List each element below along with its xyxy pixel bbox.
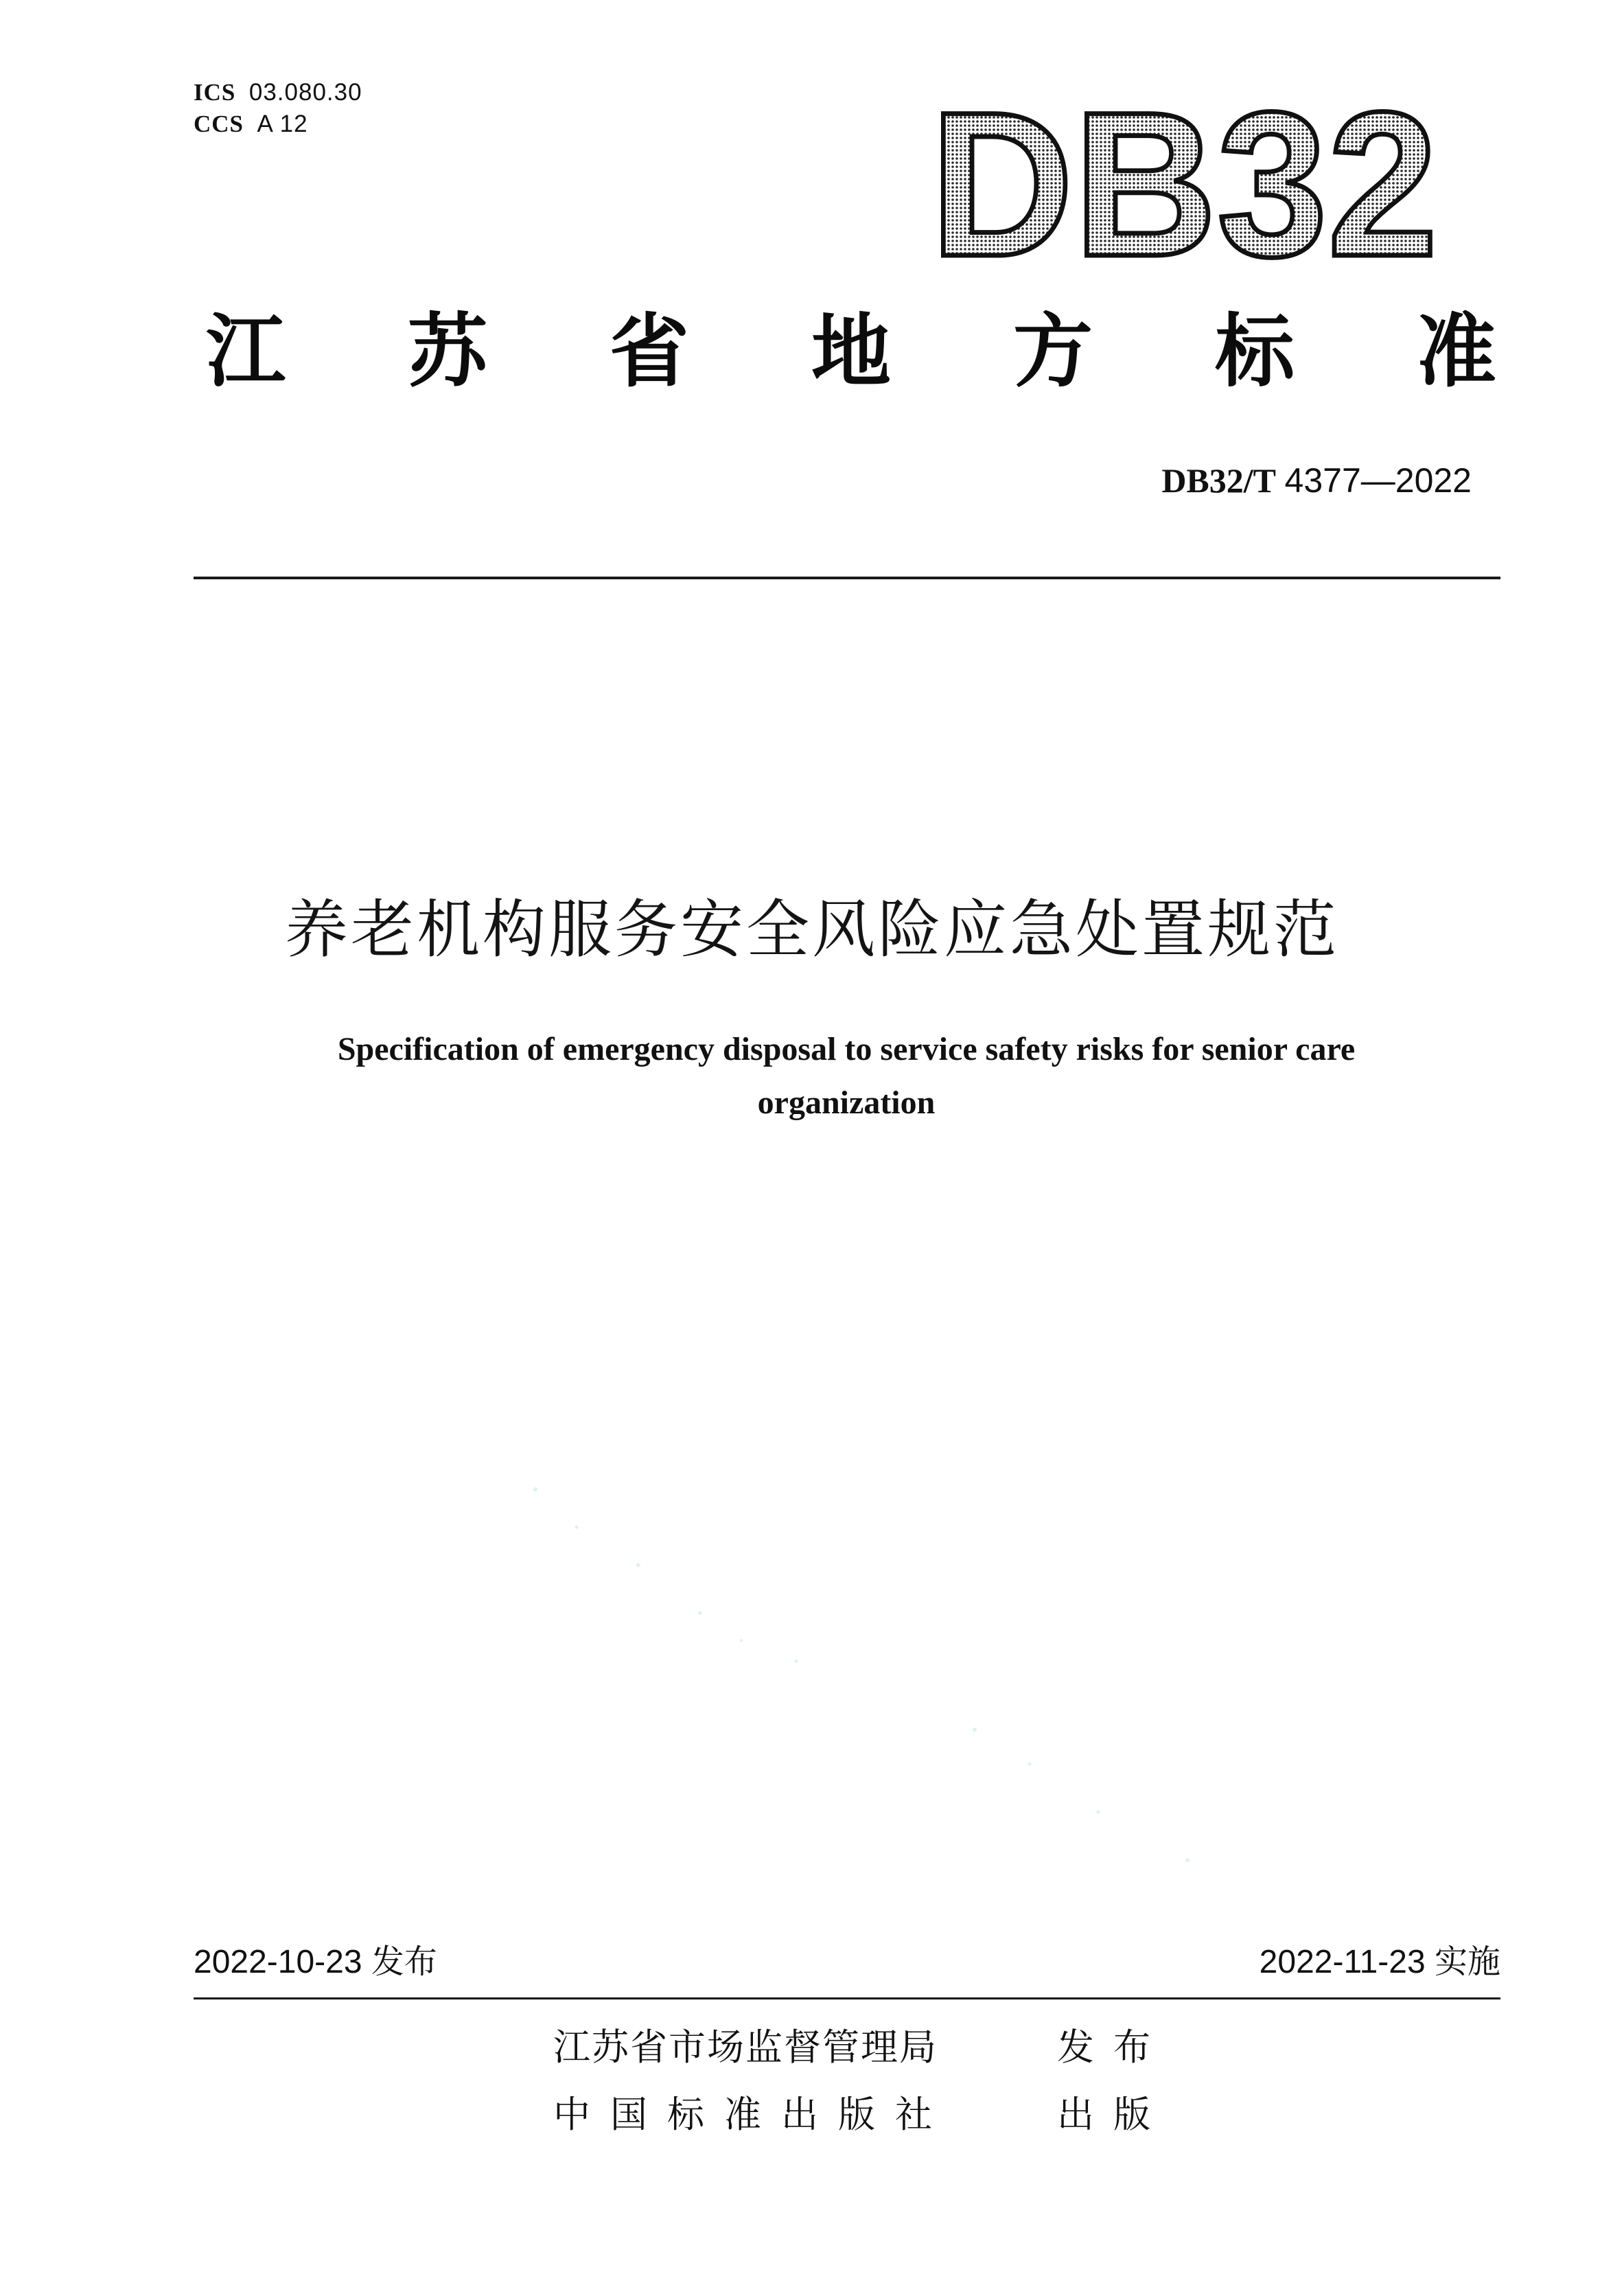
issue-date-label: 发布 — [371, 1943, 437, 1981]
standard-number — [1161, 459, 1472, 502]
banner-char: 苏 — [408, 305, 487, 398]
title-english — [233, 1023, 1459, 1130]
banner-char: 准 — [1417, 305, 1496, 398]
scan-speckles — [412, 1407, 1304, 1888]
standard-number-prefix: DB32/T — [1161, 461, 1277, 500]
issuer-name: 江苏省市场监督管理局 — [553, 2026, 938, 2069]
ccs-code: A 12 — [257, 111, 308, 137]
ics-label: ICS — [194, 79, 236, 106]
ics-line — [194, 77, 362, 108]
ccs-line — [194, 108, 362, 140]
db32-logo-text: DB32 — [930, 82, 1438, 275]
standard-number-value: 4377—2022 — [1284, 461, 1472, 500]
banner-char: 标 — [1215, 305, 1295, 398]
title-english-line2: organization — [757, 1085, 936, 1121]
implement-date-value: 2022-11-23 — [1259, 1944, 1426, 1980]
db32-logo — [930, 82, 1452, 275]
implement-date — [1260, 1940, 1500, 1984]
top-divider — [194, 577, 1500, 579]
banner-char: 地 — [811, 305, 891, 398]
banner-char: 省 — [610, 305, 689, 398]
banner-char: 方 — [1013, 305, 1093, 398]
issuer-role: 发布 — [1057, 2026, 1170, 2069]
issue-date-value: 2022-10-23 — [194, 1944, 362, 1980]
banner-char: 江 — [206, 305, 286, 398]
title-english-line1: Specification of emergency disposal to service safety risks for senior care — [337, 1031, 1356, 1067]
bottom-divider — [194, 1997, 1500, 1999]
standard-type-banner — [206, 301, 1496, 404]
classification-codes — [194, 77, 362, 140]
issue-date — [194, 1940, 437, 1984]
press-role: 出版 — [1057, 2093, 1170, 2136]
ics-code: 03.080.30 — [248, 79, 362, 106]
press-name: 中国标准出版社 — [553, 2093, 952, 2136]
implement-date-label: 实施 — [1434, 1943, 1500, 1981]
ccs-label: CCS — [194, 111, 244, 137]
title-chinese: 养老机构服务安全风险应急处置规范 — [284, 893, 1339, 966]
